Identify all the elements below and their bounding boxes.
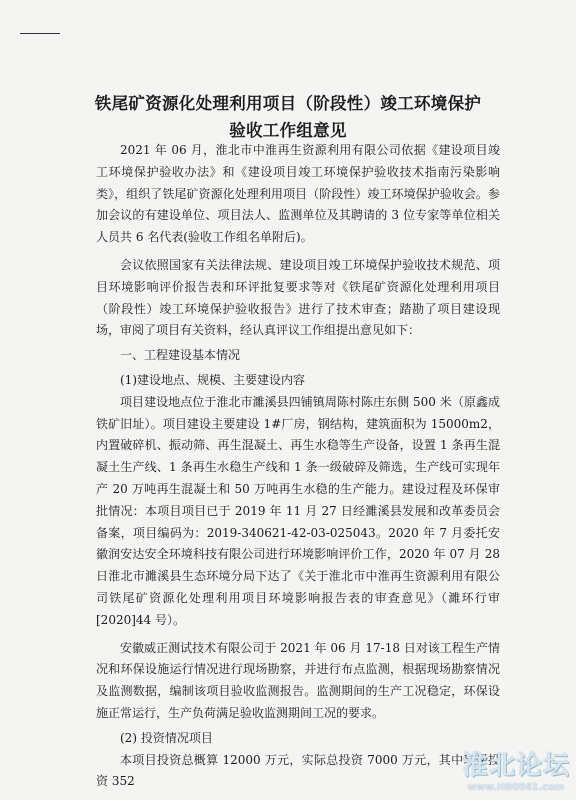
watermark-url: www.HB0561.com: [467, 782, 565, 793]
subsection-heading-1: (1)建设地点、规模、主要建设内容: [120, 372, 305, 387]
paragraph-monitoring: 安徽威正测试技术有限公司于 2021 年 06 月 17-18 日对该工程生产情况和环保设施运行情况进行现场勘察，并进行布点监测，根据现场勘察情况及监测数据，编制该项目验收监测报告。监测期间的生产工况稳定，环保设施正常运行，生产负荷满足验收监测期间工况的要求。: [96, 640, 500, 720]
watermark-logo-text: 淮北论坛: [461, 751, 570, 781]
paragraph-review: 会议依照国家有关法律法规、建设项目竣工环境保护验收技术规范、项目环境影响评价报告表和环评批复要求等对《铁尾矿资源化处理利用项目（阶段性）竣工环境保护验收报告》进行了技术审查；踏勘了项目建设现场，审阅了项目有关资料，经认真评议工作组提出意见如下：: [96, 257, 500, 338]
section-heading-1: 一、工程建设基本情况: [120, 348, 241, 363]
paragraph-investment: 本项目投资总概算 12000 万元，实际总投资 7000 万元，其中环保投资 352: [96, 752, 500, 789]
document-title-line-2: 验收工作组意见: [229, 121, 347, 140]
margin-line: [20, 33, 60, 34]
paragraph-location: 项目建设地点位于淮北市濉溪县四铺镇周陈村陈庄东侧 500 米（原鑫成铁矿旧址）。项目建设主要建设 1#厂房，钢结构，建筑面积为 15000m2，内置破碎机、振动筛、再生混凝土、再生水稳等生产设备，设置 1 条再生混凝土生产线、1 条再生水稳生产线和 1 条一级破碎及筛选，生产线可实现年产 20 万吨再生混凝土和 50 万吨再生水稳的生产能力。建设过程及环保审批情况：本项目项目已于 2019 年 11 月 27 日经濉溪县发展和改革委员会备案，项目编码为：2019-340621-42-03-025043。2020 年 7 月委托安徽润安达安全环境科技有限公司进行环境影响评价工作，2020 年 07 月 28 日淮北市濉溪县生态环境分局下达了《关于淮北市中淮再生资源利用有限公司铁尾矿资源化处理利用项目环境影响报告表的审查意见》（濉环行审[2020]44 号）。: [96, 394, 500, 627]
subsection-heading-2: (2) 投资情况项目: [120, 730, 213, 745]
forum-watermark: [460, 742, 572, 796]
document-body: [96, 140, 500, 793]
paragraph-intro: 2021 年 06 月，淮北市中淮再生资源利用有限公司依据《建设项目竣工环境保护验收办法》和《建设项目竣工环境保护验收技术指南污染影响类》，组织了铁尾矿资源化处理利用项目（阶段性）竣工环境保护验收会。参加会议的有建设单位、项目法人、监测单位及其聘请的 3 位专家等单位相关人员共 6 名代表(验收工作组名单附后)。: [96, 143, 500, 245]
document-title-line-1: 铁尾矿资源化处理利用项目（阶段性）竣工环境保护: [94, 94, 482, 113]
